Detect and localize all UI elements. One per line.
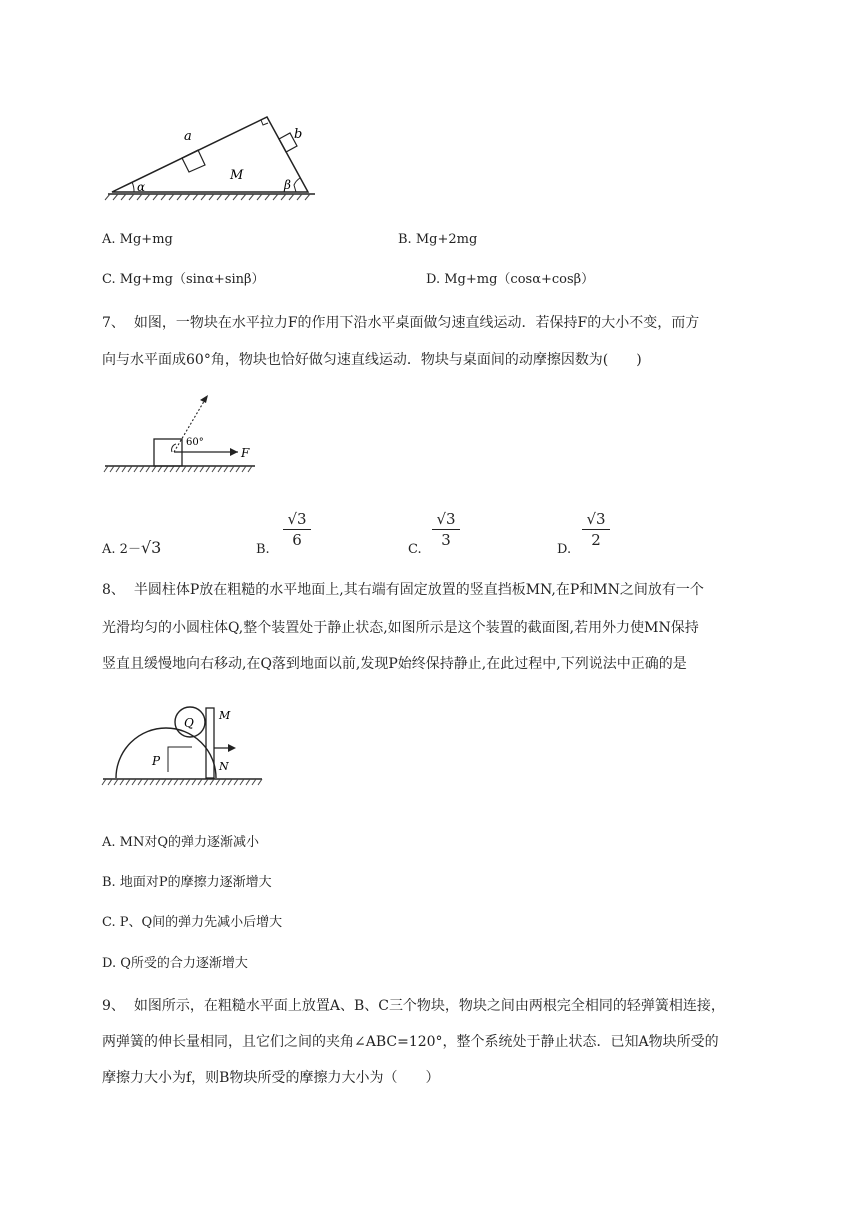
option-letter: A. <box>102 835 116 850</box>
force-label-F: F <box>241 446 250 460</box>
q6-option-c[interactable] <box>102 270 265 290</box>
option-letter: A. <box>102 542 116 557</box>
question-number: 9、 <box>102 998 125 1014</box>
fraction-denominator: 2 <box>591 531 601 549</box>
option-letter: D. <box>102 956 117 971</box>
label-M: M <box>230 168 244 183</box>
option-text: MN对Q的弹力逐渐减小 <box>119 835 260 850</box>
wedge-figure <box>100 110 320 205</box>
q7-option-d-letter[interactable]: D. <box>557 542 572 557</box>
question-number: 7、 <box>102 315 125 331</box>
label-a: a <box>184 129 192 144</box>
q8-option-b[interactable] <box>102 873 272 893</box>
q8-stem-line1: 8、 半圆柱体P放在粗糙的水平地面上,其右端有固定放置的竖直挡板MN,在P和MN之间放有一个 <box>102 582 704 598</box>
option-text: Mg+mg（sinα+sinβ） <box>119 272 265 287</box>
q7-stem-line2: 向与水平面成60°角，物块也恰好做匀速直线运动．物块与桌面间的动摩擦因数为( ) <box>102 352 642 368</box>
fraction-numerator: √3 <box>283 510 311 530</box>
label-alpha: α <box>137 180 146 194</box>
q8-option-d[interactable] <box>102 954 248 974</box>
label-P: P <box>152 754 161 768</box>
q7-option-d-fraction <box>582 510 610 549</box>
q7-stem-line1: 7、 如图，一物块在水平拉力F的作用下沿水平桌面做匀速直线运动．若保持F的大小不变，而方 <box>102 315 700 331</box>
option-letter: D. <box>426 272 441 287</box>
q6-option-a[interactable] <box>102 230 173 250</box>
option-text: 地面对P的摩擦力逐渐增大 <box>119 875 272 890</box>
q6-option-b[interactable] <box>398 230 477 250</box>
angle-label: 60° <box>186 437 204 448</box>
q9-stem-line2: 两弹簧的伸长量相同，且它们之间的夹角∠ABC=120°，整个系统处于静止状态．已知A物块所受的 <box>102 1034 719 1050</box>
label-M: M <box>219 709 231 722</box>
option-text: Q所受的合力逐渐增大 <box>120 956 248 971</box>
fraction-numerator: √3 <box>582 510 610 530</box>
fraction-denominator: 6 <box>292 531 302 549</box>
label-b: b <box>294 127 303 142</box>
option-text: Mg+mg（cosα+cosβ） <box>444 272 595 287</box>
fraction-denominator: 3 <box>441 531 451 549</box>
option-text: Mg+2mg <box>415 232 478 247</box>
sqrt-3: √3 <box>140 538 162 557</box>
q7-option-c-fraction <box>432 510 460 549</box>
q7-option-c-letter[interactable]: C. <box>408 542 422 557</box>
option-text: P、Q间的弹力先减小后增大 <box>119 915 283 930</box>
q6-option-d[interactable] <box>426 270 594 290</box>
q8-stem-line2: 光滑均匀的小圆柱体Q,整个装置处于静止状态,如图所示是这个装置的截面图,若用外力使MN保持 <box>102 620 699 636</box>
option-letter: C. <box>102 272 116 287</box>
option-letter: A. <box>102 232 116 247</box>
label-N: N <box>219 760 229 773</box>
q8-stem-line3: 竖直且缓慢地向右移动,在Q落到地面以前,发现P始终保持静止,在此过程中,下列说法中正确的是 <box>102 656 687 672</box>
q7-option-b-fraction <box>283 510 311 549</box>
q9-stem-line3: 摩擦力大小为f，则B物块所受的摩擦力大小为（ ） <box>102 1070 440 1086</box>
option-letter: C. <box>102 915 116 930</box>
option-letter: B. <box>102 875 116 890</box>
option-text: Mg+mg <box>119 232 173 247</box>
option-letter: B. <box>398 232 412 247</box>
label-Q: Q <box>184 716 194 730</box>
question-number: 8、 <box>102 582 125 598</box>
fraction-numerator: √3 <box>432 510 460 530</box>
q7-block-figure <box>100 390 260 480</box>
q7-option-b-letter[interactable]: B. <box>256 542 270 557</box>
q9-stem-line1: 9、 如图所示，在粗糙水平面上放置A、B、C三个物块，物块之间由两根完全相同的轻弹簧相连接， <box>102 998 725 1014</box>
q7-option-a[interactable]: A. 2－√3 <box>102 538 162 557</box>
label-beta: β <box>284 178 291 192</box>
q8-option-a[interactable] <box>102 833 259 853</box>
q8-cylinder-figure <box>100 700 270 810</box>
q8-option-c[interactable] <box>102 913 282 933</box>
